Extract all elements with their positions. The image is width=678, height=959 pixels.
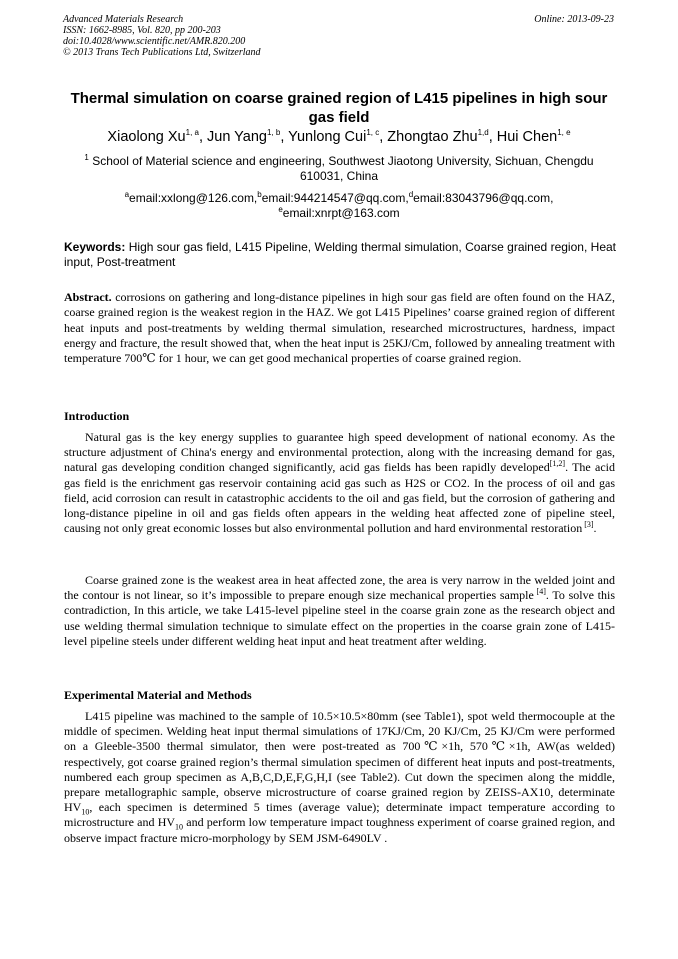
- journal-name: Advanced Materials Research: [63, 14, 184, 25]
- issn-line: ISSN: 1662-8985, Vol. 820, pp 200-203: [63, 25, 221, 36]
- citation: [4]: [533, 587, 546, 597]
- affiliation: [64, 154, 614, 184]
- author-name: Hui Chen: [496, 129, 558, 145]
- keywords-label: Keywords:: [64, 240, 126, 254]
- methods-paragraph: L415 pipeline was machined to the sample of 10.5×10.5×80mm (see Table1), spot weld thermocouple at the middle of specimen. Welding heat input thermal simulations of 17KJ/Cm, 20 KJ/Cm, 25 KJ/Cm were performed on a Gleeble-3500 thermal simulator, then were post-treated as 700℃×1h, 570℃×1h, AW(as welded) respectively, got coarse grained region’s thermal simulation specimen of different heat inputs and post-treatments, numbered each group specimen as A,B,C,D,E,F,G,H,I (see Table2). Cut down the specimen along the middle, prepare metallographic sample, observe microstructure of coarse grained region by ZEISS-AX10, determinate $HV_{10}$, each specimen is determined 5 times (average value); determinate impact temperature according to microstructure and $HV_{10}$ and perform low temperature impact toughness experiment of coarse grained region, and observe impact fracture micro-morphology by SEM JSM-6490LV .: [64, 709, 615, 845]
- author-sup: 1,d: [477, 128, 489, 138]
- keywords: [64, 240, 616, 270]
- author-sup: 1, b: [266, 128, 281, 138]
- email-list: $^a$email:xxlong@126.com,$^b$email:944214547@qq.com,$^d$email:83043796@qq.com, $^e$email:xnrpt@163.com: [124, 190, 554, 220]
- author-name: Xiaolong Xu: [107, 129, 186, 145]
- abstract-label: Abstract.: [64, 290, 112, 304]
- author-list: Xiaolong Xu$^{1, a}$, Jun Yang$^{1, b}$, Yunlong Cui$^{1, c}$, Zhongtao Zhu$^{1,d}$, Hui Chen$^{1, e}$: [107, 128, 571, 145]
- email-b: email:944214547@qq.com,: [261, 191, 409, 205]
- keywords-text: High sour gas field, L415 Pipeline, Welding thermal simulation, Coarse grained region, Heat input, Post-treatment: [64, 240, 616, 269]
- journal-header: [63, 14, 261, 58]
- methods-heading: Experimental Material and Methods: [64, 688, 252, 702]
- introduction-paragraph-2: Coarse grained zone is the weakest area in heat affected zone, the area is very narrow in the welded joint and the contour is not linear, so it’s impossible to prepare enough size mechanical properties sample [4]. To solve this contradiction, In this article, we take L415-level pipeline steel in the coarse grain zone as the research object and use welding thermal simulation technique to simulate effect on the properties in the coarse grain zone of L415-level pipeline steels under different welding heat input and heat treatment after welding.: [64, 573, 615, 648]
- copyright-line: © 2013 Trans Tech Publications Ltd, Switzerland: [63, 47, 261, 58]
- abstract-text: corrosions on gathering and long-distance pipelines in high sour gas field are often found on the HAZ, coarse grained region is the weakest region in the HAZ. We got L415 Pipelines’ coarse grained region of different heat inputs and post-treatments by welding thermal simulation, researched microstructures, hardness, impact energy and fracture, the result showed that, when the heat input is 25KJ/Cm, followed by annealing treatment with temperature 700℃ for 1 hour, we can get good mechanical properties of coarse grained region.: [64, 290, 616, 366]
- email-e: email:xnrpt@163.com: [282, 206, 400, 220]
- author-sup: 1, a: [185, 128, 199, 138]
- introduction-paragraph-1: Natural gas is the key energy supplies to guarantee high speed development of national economy. As the structure adjustment of China's energy and environmental protection, along with the increasing demand for gas, natural gas developing condition changed significantly, acid gas fields has been rapidly developed[1,2]. The acid gas field is the enrichment gas reservoir containing acid gas such as H2S or CO2. In the process of oil and gas field, acid corrosion can result in catastrophic accidents to the oil and gas field, but the corrosion of gathering and long-distance pipeline in oil and gas fields often appears in the welding heat affected zone of pipeline steel, causing not only great economic losses but also environmental pollution and hard environmental restoration [3].: [64, 430, 615, 536]
- affiliation-text: School of Material science and engineering, Southwest Jiaotong University, Sichuan, Chengdu 610031, China: [92, 154, 594, 183]
- paper-title: Thermal simulation on coarse grained region of L415 pipelines in high sour gas field: [70, 90, 608, 126]
- introduction-heading: Introduction: [64, 409, 130, 423]
- affiliation-sup: 1: [84, 153, 89, 162]
- email-a: email:xxlong@126.com,: [129, 191, 258, 205]
- citation: [1,2]: [549, 459, 566, 469]
- author-sup: 1, e: [557, 128, 571, 138]
- author-name: Jun Yang: [207, 129, 267, 145]
- author-name: Zhongtao Zhu: [387, 129, 478, 145]
- email-d: email:83043796@qq.com,: [413, 191, 554, 205]
- author-name: Yunlong Cui: [288, 129, 367, 145]
- online-date: Online: 2013-09-23: [534, 14, 614, 25]
- citation: [3]: [582, 520, 594, 530]
- author-sup: 1, c: [366, 128, 380, 138]
- doi-line: doi:10.4028/www.scientific.net/AMR.820.200: [63, 36, 246, 47]
- abstract: [64, 290, 615, 366]
